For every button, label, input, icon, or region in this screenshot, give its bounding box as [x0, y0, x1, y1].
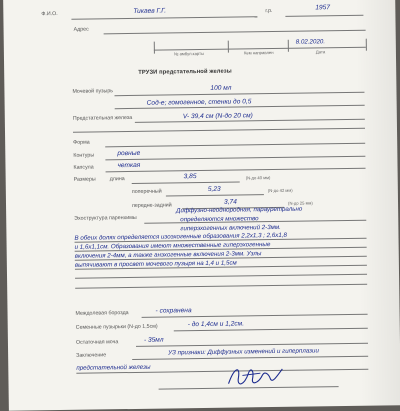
- birth-year-label: г.р.: [265, 7, 273, 15]
- sizes-label: Размеры: [73, 176, 96, 183]
- fio-line: [71, 16, 257, 20]
- length-norm: (N-до 40 мм): [245, 175, 271, 181]
- capsule-value: четкая: [117, 161, 141, 170]
- residual-value: - 35мл: [143, 336, 164, 344]
- groove-label: Междолевая борозда: [75, 310, 129, 317]
- echo-line-3: гиперэхогенных включений 2-3мм.: [180, 223, 281, 233]
- finding-line-2: и 1,6х1,1см. Образования имеют множественные гиперэхогенные: [74, 241, 271, 251]
- finding-line-4: выпячивают в просвет мочевого пузыря на 1,4 и 1,5см: [74, 259, 237, 269]
- birth-line: [285, 15, 363, 17]
- echo-line-1: Диффузно-неоднородная, парауретрально: [176, 205, 303, 215]
- seminal-label: Семенные пузырьки (N-до 1,5см): [75, 323, 158, 331]
- form-label: Форма: [73, 139, 90, 146]
- echostructure-label: Эхоструктура паренхимы: [74, 214, 137, 222]
- seminal-value: - до 1,4см и 1,2см.: [187, 320, 245, 329]
- conclusion-line-2: предстательной железы: [76, 363, 151, 372]
- transverse-value: 5,23: [207, 185, 221, 193]
- medical-form-page: [3, 0, 400, 411]
- conclusion-label: Заключение: [76, 352, 107, 359]
- document-title: ТРУЗИ предстательной железы: [138, 68, 232, 76]
- contours-label: Контуры: [73, 152, 95, 159]
- capsule-label: Капсула: [73, 164, 94, 171]
- date-value: 8.02.2020.: [295, 38, 326, 46]
- ap-norm: (N-до 25 мм): [287, 200, 313, 206]
- bladder-label: Мочевой пузырь: [72, 88, 114, 95]
- finding-line-3: включения 2-4мм, а также анэхогенные включения 2-3мм. Узлы: [74, 250, 262, 260]
- echo-line-2: определяются множество: [180, 215, 259, 224]
- ap-label: передне-задний: [132, 202, 172, 209]
- length-value: 3,85: [183, 173, 197, 181]
- prostate-value: V- 39,4 см (N-до 20 см): [182, 112, 253, 121]
- fio-label: Ф.И.О.: [41, 10, 58, 18]
- transverse-label: поперечный: [131, 188, 162, 195]
- prostate-label: Предстательная железа: [72, 114, 133, 122]
- length-label: длина: [109, 176, 125, 183]
- col-label-1: № амбул.карты: [173, 50, 205, 57]
- finding-line-1: В обеих долях определяется изоэхогенные образования 2,2х1,3 ; 2,6х1,8: [74, 231, 288, 242]
- col-label-2: Кем направлен: [243, 49, 274, 56]
- fio-value: Тикаев Г.Г.: [133, 7, 167, 15]
- groove-value: - сохранена: [155, 307, 192, 315]
- birth-year-value: 1957: [315, 4, 331, 12]
- bladder-value: 100 мл: [210, 84, 232, 92]
- transverse-norm: (N-до 42 мм): [267, 187, 293, 194]
- residual-label: Остаточная моча: [75, 339, 119, 346]
- col-label-3: Дата: [315, 49, 326, 55]
- address-line: [104, 30, 366, 35]
- bladder-content: Сод-е; гомогенное, стенки до 0,5: [146, 98, 252, 107]
- ap-value: 3,74: [223, 198, 237, 206]
- conclusion-line-1: УЗ признаки: Диффузных изменений и гиперплазии: [168, 347, 319, 357]
- address-label: Адрес: [73, 26, 89, 33]
- contours-value: ровные: [117, 149, 141, 158]
